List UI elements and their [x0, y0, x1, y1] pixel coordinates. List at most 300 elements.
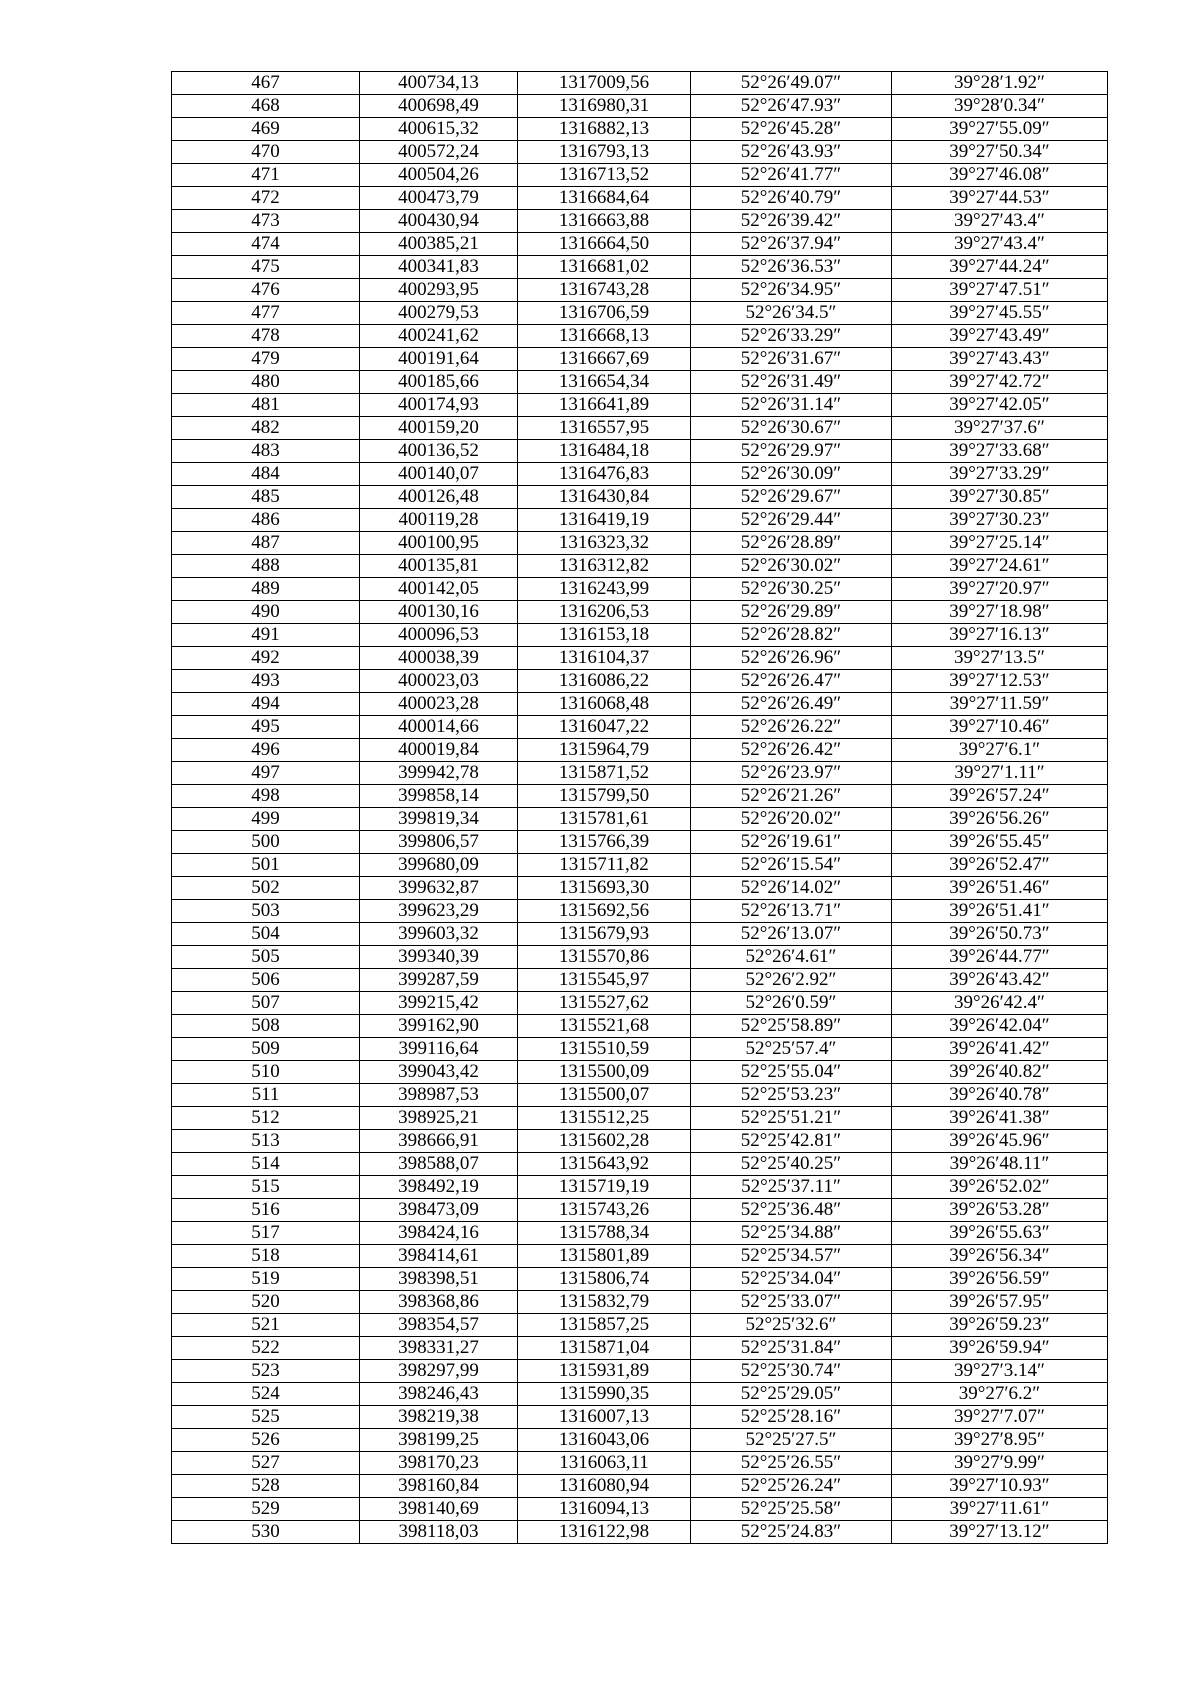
x-coordinate-cell: 399116,64 — [360, 1038, 518, 1061]
x-coordinate-cell: 400279,53 — [360, 302, 518, 325]
point-number-cell: 496 — [172, 739, 360, 762]
x-coordinate-cell: 398170,23 — [360, 1452, 518, 1475]
latitude-cell: 52°26′36.53″ — [691, 256, 892, 279]
point-number-cell: 524 — [172, 1383, 360, 1406]
point-number-cell: 469 — [172, 118, 360, 141]
table-row — [172, 808, 1108, 831]
latitude-cell: 52°26′26.22″ — [691, 716, 892, 739]
x-coordinate-cell: 398473,09 — [360, 1199, 518, 1222]
point-number-cell: 480 — [172, 371, 360, 394]
x-coordinate-cell: 400385,21 — [360, 233, 518, 256]
point-number-cell: 481 — [172, 394, 360, 417]
y-coordinate-cell: 1316706,59 — [518, 302, 691, 325]
point-number-cell: 482 — [172, 417, 360, 440]
y-coordinate-cell: 1315990,35 — [518, 1383, 691, 1406]
y-coordinate-cell: 1316667,69 — [518, 348, 691, 371]
x-coordinate-cell: 400142,05 — [360, 578, 518, 601]
latitude-cell: 52°25′29.05″ — [691, 1383, 892, 1406]
latitude-cell: 52°25′57.4″ — [691, 1038, 892, 1061]
y-coordinate-cell: 1315806,74 — [518, 1268, 691, 1291]
longitude-cell: 39°27′10.93″ — [892, 1475, 1108, 1498]
table-row — [172, 302, 1108, 325]
longitude-cell: 39°27′42.05″ — [892, 394, 1108, 417]
latitude-cell: 52°26′26.96″ — [691, 647, 892, 670]
y-coordinate-cell: 1315679,93 — [518, 923, 691, 946]
table-row — [172, 1475, 1108, 1498]
point-number-cell: 518 — [172, 1245, 360, 1268]
table-row — [172, 1107, 1108, 1130]
y-coordinate-cell: 1316086,22 — [518, 670, 691, 693]
table-row — [172, 969, 1108, 992]
longitude-cell: 39°26′42.04″ — [892, 1015, 1108, 1038]
longitude-cell: 39°26′42.4″ — [892, 992, 1108, 1015]
latitude-cell: 52°25′27.5″ — [691, 1429, 892, 1452]
point-number-cell: 525 — [172, 1406, 360, 1429]
point-number-cell: 479 — [172, 348, 360, 371]
latitude-cell: 52°26′26.47″ — [691, 670, 892, 693]
x-coordinate-cell: 400130,16 — [360, 601, 518, 624]
latitude-cell: 52°25′34.57″ — [691, 1245, 892, 1268]
point-number-cell: 506 — [172, 969, 360, 992]
y-coordinate-cell: 1315570,86 — [518, 946, 691, 969]
longitude-cell: 39°26′56.34″ — [892, 1245, 1108, 1268]
table-row — [172, 532, 1108, 555]
point-number-cell: 523 — [172, 1360, 360, 1383]
table-row — [172, 348, 1108, 371]
x-coordinate-cell: 398297,99 — [360, 1360, 518, 1383]
point-number-cell: 507 — [172, 992, 360, 1015]
x-coordinate-cell: 400038,39 — [360, 647, 518, 670]
point-number-cell: 484 — [172, 463, 360, 486]
latitude-cell: 52°25′30.74″ — [691, 1360, 892, 1383]
x-coordinate-cell: 400100,95 — [360, 532, 518, 555]
latitude-cell: 52°25′26.24″ — [691, 1475, 892, 1498]
point-number-cell: 501 — [172, 854, 360, 877]
x-coordinate-cell: 400126,48 — [360, 486, 518, 509]
latitude-cell: 52°25′25.58″ — [691, 1498, 892, 1521]
longitude-cell: 39°26′52.02″ — [892, 1176, 1108, 1199]
latitude-cell: 52°26′28.82″ — [691, 624, 892, 647]
table-row — [172, 1038, 1108, 1061]
y-coordinate-cell: 1316743,28 — [518, 279, 691, 302]
point-number-cell: 517 — [172, 1222, 360, 1245]
longitude-cell: 39°27′42.72″ — [892, 371, 1108, 394]
y-coordinate-cell: 1315510,59 — [518, 1038, 691, 1061]
table-row — [172, 578, 1108, 601]
y-coordinate-cell: 1316681,02 — [518, 256, 691, 279]
x-coordinate-cell: 400430,94 — [360, 210, 518, 233]
longitude-cell: 39°26′40.78″ — [892, 1084, 1108, 1107]
latitude-cell: 52°25′51.21″ — [691, 1107, 892, 1130]
table-row — [172, 693, 1108, 716]
x-coordinate-cell: 399806,57 — [360, 831, 518, 854]
latitude-cell: 52°26′29.44″ — [691, 509, 892, 532]
latitude-cell: 52°26′26.49″ — [691, 693, 892, 716]
y-coordinate-cell: 1315527,62 — [518, 992, 691, 1015]
latitude-cell: 52°25′36.48″ — [691, 1199, 892, 1222]
point-number-cell: 491 — [172, 624, 360, 647]
x-coordinate-cell: 400473,79 — [360, 187, 518, 210]
y-coordinate-cell: 1316684,64 — [518, 187, 691, 210]
y-coordinate-cell: 1316668,13 — [518, 325, 691, 348]
latitude-cell: 52°26′19.61″ — [691, 831, 892, 854]
x-coordinate-cell: 400698,49 — [360, 95, 518, 118]
longitude-cell: 39°26′50.73″ — [892, 923, 1108, 946]
y-coordinate-cell: 1316713,52 — [518, 164, 691, 187]
x-coordinate-cell: 400159,20 — [360, 417, 518, 440]
latitude-cell: 52°25′34.04″ — [691, 1268, 892, 1291]
point-number-cell: 494 — [172, 693, 360, 716]
table-row — [172, 72, 1108, 95]
longitude-cell: 39°27′55.09″ — [892, 118, 1108, 141]
point-number-cell: 513 — [172, 1130, 360, 1153]
x-coordinate-cell: 398414,61 — [360, 1245, 518, 1268]
table-row — [172, 279, 1108, 302]
point-number-cell: 519 — [172, 1268, 360, 1291]
longitude-cell: 39°27′46.08″ — [892, 164, 1108, 187]
latitude-cell: 52°26′14.02″ — [691, 877, 892, 900]
table-row — [172, 1084, 1108, 1107]
x-coordinate-cell: 399162,90 — [360, 1015, 518, 1038]
longitude-cell: 39°27′10.46″ — [892, 716, 1108, 739]
longitude-cell: 39°27′44.24″ — [892, 256, 1108, 279]
y-coordinate-cell: 1315521,68 — [518, 1015, 691, 1038]
point-number-cell: 503 — [172, 900, 360, 923]
longitude-cell: 39°26′51.46″ — [892, 877, 1108, 900]
point-number-cell: 483 — [172, 440, 360, 463]
point-number-cell: 475 — [172, 256, 360, 279]
latitude-cell: 52°26′0.59″ — [691, 992, 892, 1015]
longitude-cell: 39°27′6.2″ — [892, 1383, 1108, 1406]
point-number-cell: 511 — [172, 1084, 360, 1107]
y-coordinate-cell: 1316063,11 — [518, 1452, 691, 1475]
latitude-cell: 52°26′29.89″ — [691, 601, 892, 624]
point-number-cell: 486 — [172, 509, 360, 532]
table-row — [172, 394, 1108, 417]
longitude-cell: 39°26′43.42″ — [892, 969, 1108, 992]
coordinates-table-body — [172, 72, 1108, 1544]
point-number-cell: 470 — [172, 141, 360, 164]
y-coordinate-cell: 1315719,19 — [518, 1176, 691, 1199]
table-row — [172, 647, 1108, 670]
point-number-cell: 489 — [172, 578, 360, 601]
latitude-cell: 52°26′40.79″ — [691, 187, 892, 210]
table-row — [172, 1498, 1108, 1521]
longitude-cell: 39°26′44.77″ — [892, 946, 1108, 969]
x-coordinate-cell: 399942,78 — [360, 762, 518, 785]
longitude-cell: 39°27′8.95″ — [892, 1429, 1108, 1452]
latitude-cell: 52°26′30.67″ — [691, 417, 892, 440]
table-row — [172, 1199, 1108, 1222]
longitude-cell: 39°27′13.12″ — [892, 1521, 1108, 1544]
table-row — [172, 670, 1108, 693]
point-number-cell: 521 — [172, 1314, 360, 1337]
point-number-cell: 504 — [172, 923, 360, 946]
table-row — [172, 256, 1108, 279]
x-coordinate-cell: 398331,27 — [360, 1337, 518, 1360]
y-coordinate-cell: 1316557,95 — [518, 417, 691, 440]
latitude-cell: 52°25′40.25″ — [691, 1153, 892, 1176]
latitude-cell: 52°25′28.16″ — [691, 1406, 892, 1429]
x-coordinate-cell: 400572,24 — [360, 141, 518, 164]
y-coordinate-cell: 1316484,18 — [518, 440, 691, 463]
latitude-cell: 52°25′26.55″ — [691, 1452, 892, 1475]
longitude-cell: 39°27′9.99″ — [892, 1452, 1108, 1475]
latitude-cell: 52°25′33.07″ — [691, 1291, 892, 1314]
longitude-cell: 39°27′16.13″ — [892, 624, 1108, 647]
table-row — [172, 210, 1108, 233]
latitude-cell: 52°26′21.26″ — [691, 785, 892, 808]
point-number-cell: 515 — [172, 1176, 360, 1199]
latitude-cell: 52°26′28.89″ — [691, 532, 892, 555]
point-number-cell: 505 — [172, 946, 360, 969]
latitude-cell: 52°25′24.83″ — [691, 1521, 892, 1544]
point-number-cell: 500 — [172, 831, 360, 854]
x-coordinate-cell: 398666,91 — [360, 1130, 518, 1153]
y-coordinate-cell: 1316419,19 — [518, 509, 691, 532]
x-coordinate-cell: 398160,84 — [360, 1475, 518, 1498]
x-coordinate-cell: 400019,84 — [360, 739, 518, 762]
y-coordinate-cell: 1317009,56 — [518, 72, 691, 95]
longitude-cell: 39°27′33.68″ — [892, 440, 1108, 463]
y-coordinate-cell: 1316206,53 — [518, 601, 691, 624]
y-coordinate-cell: 1316323,32 — [518, 532, 691, 555]
document-page — [171, 71, 1108, 1544]
longitude-cell: 39°26′41.42″ — [892, 1038, 1108, 1061]
table-row — [172, 992, 1108, 1015]
point-number-cell: 474 — [172, 233, 360, 256]
table-row — [172, 877, 1108, 900]
longitude-cell: 39°27′12.53″ — [892, 670, 1108, 693]
x-coordinate-cell: 398140,69 — [360, 1498, 518, 1521]
latitude-cell: 52°26′49.07″ — [691, 72, 892, 95]
latitude-cell: 52°26′29.67″ — [691, 486, 892, 509]
point-number-cell: 493 — [172, 670, 360, 693]
point-number-cell: 528 — [172, 1475, 360, 1498]
x-coordinate-cell: 398118,03 — [360, 1521, 518, 1544]
x-coordinate-cell: 399340,39 — [360, 946, 518, 969]
latitude-cell: 52°25′31.84″ — [691, 1337, 892, 1360]
longitude-cell: 39°26′55.63″ — [892, 1222, 1108, 1245]
x-coordinate-cell: 398925,21 — [360, 1107, 518, 1130]
x-coordinate-cell: 400185,66 — [360, 371, 518, 394]
x-coordinate-cell: 399623,29 — [360, 900, 518, 923]
y-coordinate-cell: 1315512,25 — [518, 1107, 691, 1130]
x-coordinate-cell: 399632,87 — [360, 877, 518, 900]
latitude-cell: 52°26′29.97″ — [691, 440, 892, 463]
longitude-cell: 39°27′1.11″ — [892, 762, 1108, 785]
latitude-cell: 52°26′37.94″ — [691, 233, 892, 256]
table-row — [172, 371, 1108, 394]
latitude-cell: 52°25′55.04″ — [691, 1061, 892, 1084]
longitude-cell: 39°27′7.07″ — [892, 1406, 1108, 1429]
y-coordinate-cell: 1316641,89 — [518, 394, 691, 417]
latitude-cell: 52°26′34.5″ — [691, 302, 892, 325]
longitude-cell: 39°26′45.96″ — [892, 1130, 1108, 1153]
y-coordinate-cell: 1315711,82 — [518, 854, 691, 877]
x-coordinate-cell: 400504,26 — [360, 164, 518, 187]
y-coordinate-cell: 1315931,89 — [518, 1360, 691, 1383]
x-coordinate-cell: 400119,28 — [360, 509, 518, 532]
y-coordinate-cell: 1315602,28 — [518, 1130, 691, 1153]
longitude-cell: 39°27′43.43″ — [892, 348, 1108, 371]
latitude-cell: 52°26′41.77″ — [691, 164, 892, 187]
point-number-cell: 529 — [172, 1498, 360, 1521]
longitude-cell: 39°26′56.59″ — [892, 1268, 1108, 1291]
longitude-cell: 39°26′40.82″ — [892, 1061, 1108, 1084]
longitude-cell: 39°26′59.23″ — [892, 1314, 1108, 1337]
y-coordinate-cell: 1316243,99 — [518, 578, 691, 601]
table-row — [172, 1015, 1108, 1038]
longitude-cell: 39°26′56.26″ — [892, 808, 1108, 831]
y-coordinate-cell: 1316476,83 — [518, 463, 691, 486]
latitude-cell: 52°25′42.81″ — [691, 1130, 892, 1153]
table-row — [172, 1130, 1108, 1153]
x-coordinate-cell: 399043,42 — [360, 1061, 518, 1084]
table-row — [172, 946, 1108, 969]
longitude-cell: 39°27′24.61″ — [892, 555, 1108, 578]
longitude-cell: 39°27′18.98″ — [892, 601, 1108, 624]
table-row — [172, 1521, 1108, 1544]
table-row — [172, 739, 1108, 762]
longitude-cell: 39°26′57.24″ — [892, 785, 1108, 808]
y-coordinate-cell: 1315743,26 — [518, 1199, 691, 1222]
longitude-cell: 39°26′52.47″ — [892, 854, 1108, 877]
table-row — [172, 417, 1108, 440]
latitude-cell: 52°26′34.95″ — [691, 279, 892, 302]
point-number-cell: 530 — [172, 1521, 360, 1544]
table-row — [172, 854, 1108, 877]
point-number-cell: 516 — [172, 1199, 360, 1222]
point-number-cell: 502 — [172, 877, 360, 900]
x-coordinate-cell: 400191,64 — [360, 348, 518, 371]
table-row — [172, 762, 1108, 785]
longitude-cell: 39°27′6.1″ — [892, 739, 1108, 762]
x-coordinate-cell: 398199,25 — [360, 1429, 518, 1452]
longitude-cell: 39°26′53.28″ — [892, 1199, 1108, 1222]
longitude-cell: 39°27′50.34″ — [892, 141, 1108, 164]
table-row — [172, 141, 1108, 164]
table-row — [172, 233, 1108, 256]
latitude-cell: 52°26′43.93″ — [691, 141, 892, 164]
table-row — [172, 509, 1108, 532]
table-row — [172, 463, 1108, 486]
longitude-cell: 39°27′30.85″ — [892, 486, 1108, 509]
table-row — [172, 440, 1108, 463]
x-coordinate-cell: 400135,81 — [360, 555, 518, 578]
table-row — [172, 1061, 1108, 1084]
x-coordinate-cell: 400136,52 — [360, 440, 518, 463]
table-row — [172, 716, 1108, 739]
table-row — [172, 95, 1108, 118]
y-coordinate-cell: 1316122,98 — [518, 1521, 691, 1544]
point-number-cell: 478 — [172, 325, 360, 348]
x-coordinate-cell: 400241,62 — [360, 325, 518, 348]
table-row — [172, 1383, 1108, 1406]
point-number-cell: 487 — [172, 532, 360, 555]
y-coordinate-cell: 1315766,39 — [518, 831, 691, 854]
coordinates-table — [171, 71, 1108, 1544]
table-row — [172, 624, 1108, 647]
point-number-cell: 468 — [172, 95, 360, 118]
longitude-cell: 39°26′57.95″ — [892, 1291, 1108, 1314]
table-row — [172, 1176, 1108, 1199]
latitude-cell: 52°26′31.49″ — [691, 371, 892, 394]
x-coordinate-cell: 400293,95 — [360, 279, 518, 302]
point-number-cell: 477 — [172, 302, 360, 325]
table-row — [172, 187, 1108, 210]
longitude-cell: 39°27′47.51″ — [892, 279, 1108, 302]
x-coordinate-cell: 398492,19 — [360, 1176, 518, 1199]
point-number-cell: 510 — [172, 1061, 360, 1084]
table-row — [172, 1429, 1108, 1452]
longitude-cell: 39°28′0.34″ — [892, 95, 1108, 118]
longitude-cell: 39°26′41.38″ — [892, 1107, 1108, 1130]
x-coordinate-cell: 400023,28 — [360, 693, 518, 716]
table-row — [172, 1153, 1108, 1176]
y-coordinate-cell: 1315871,04 — [518, 1337, 691, 1360]
longitude-cell: 39°26′48.11″ — [892, 1153, 1108, 1176]
table-row — [172, 325, 1108, 348]
x-coordinate-cell: 398588,07 — [360, 1153, 518, 1176]
y-coordinate-cell: 1316104,37 — [518, 647, 691, 670]
latitude-cell: 52°26′20.02″ — [691, 808, 892, 831]
y-coordinate-cell: 1316980,31 — [518, 95, 691, 118]
longitude-cell: 39°27′43.4″ — [892, 210, 1108, 233]
point-number-cell: 476 — [172, 279, 360, 302]
longitude-cell: 39°27′11.61″ — [892, 1498, 1108, 1521]
longitude-cell: 39°27′43.4″ — [892, 233, 1108, 256]
table-row — [172, 164, 1108, 187]
longitude-cell: 39°27′20.97″ — [892, 578, 1108, 601]
latitude-cell: 52°26′30.09″ — [691, 463, 892, 486]
y-coordinate-cell: 1316080,94 — [518, 1475, 691, 1498]
longitude-cell: 39°27′3.14″ — [892, 1360, 1108, 1383]
point-number-cell: 471 — [172, 164, 360, 187]
point-number-cell: 512 — [172, 1107, 360, 1130]
y-coordinate-cell: 1316047,22 — [518, 716, 691, 739]
x-coordinate-cell: 399215,42 — [360, 992, 518, 1015]
x-coordinate-cell: 398354,57 — [360, 1314, 518, 1337]
longitude-cell: 39°27′37.6″ — [892, 417, 1108, 440]
y-coordinate-cell: 1315788,34 — [518, 1222, 691, 1245]
latitude-cell: 52°25′58.89″ — [691, 1015, 892, 1038]
y-coordinate-cell: 1315857,25 — [518, 1314, 691, 1337]
point-number-cell: 473 — [172, 210, 360, 233]
longitude-cell: 39°26′59.94″ — [892, 1337, 1108, 1360]
table-row — [172, 1360, 1108, 1383]
x-coordinate-cell: 399603,32 — [360, 923, 518, 946]
latitude-cell: 52°25′53.23″ — [691, 1084, 892, 1107]
longitude-cell: 39°27′45.55″ — [892, 302, 1108, 325]
x-coordinate-cell: 400140,07 — [360, 463, 518, 486]
x-coordinate-cell: 398987,53 — [360, 1084, 518, 1107]
longitude-cell: 39°26′55.45″ — [892, 831, 1108, 854]
table-row — [172, 1314, 1108, 1337]
latitude-cell: 52°26′15.54″ — [691, 854, 892, 877]
x-coordinate-cell: 399287,59 — [360, 969, 518, 992]
table-row — [172, 1452, 1108, 1475]
x-coordinate-cell: 399858,14 — [360, 785, 518, 808]
table-row — [172, 785, 1108, 808]
y-coordinate-cell: 1315693,30 — [518, 877, 691, 900]
table-row — [172, 1337, 1108, 1360]
longitude-cell: 39°27′13.5″ — [892, 647, 1108, 670]
y-coordinate-cell: 1316654,34 — [518, 371, 691, 394]
y-coordinate-cell: 1316430,84 — [518, 486, 691, 509]
x-coordinate-cell: 399680,09 — [360, 854, 518, 877]
point-number-cell: 522 — [172, 1337, 360, 1360]
